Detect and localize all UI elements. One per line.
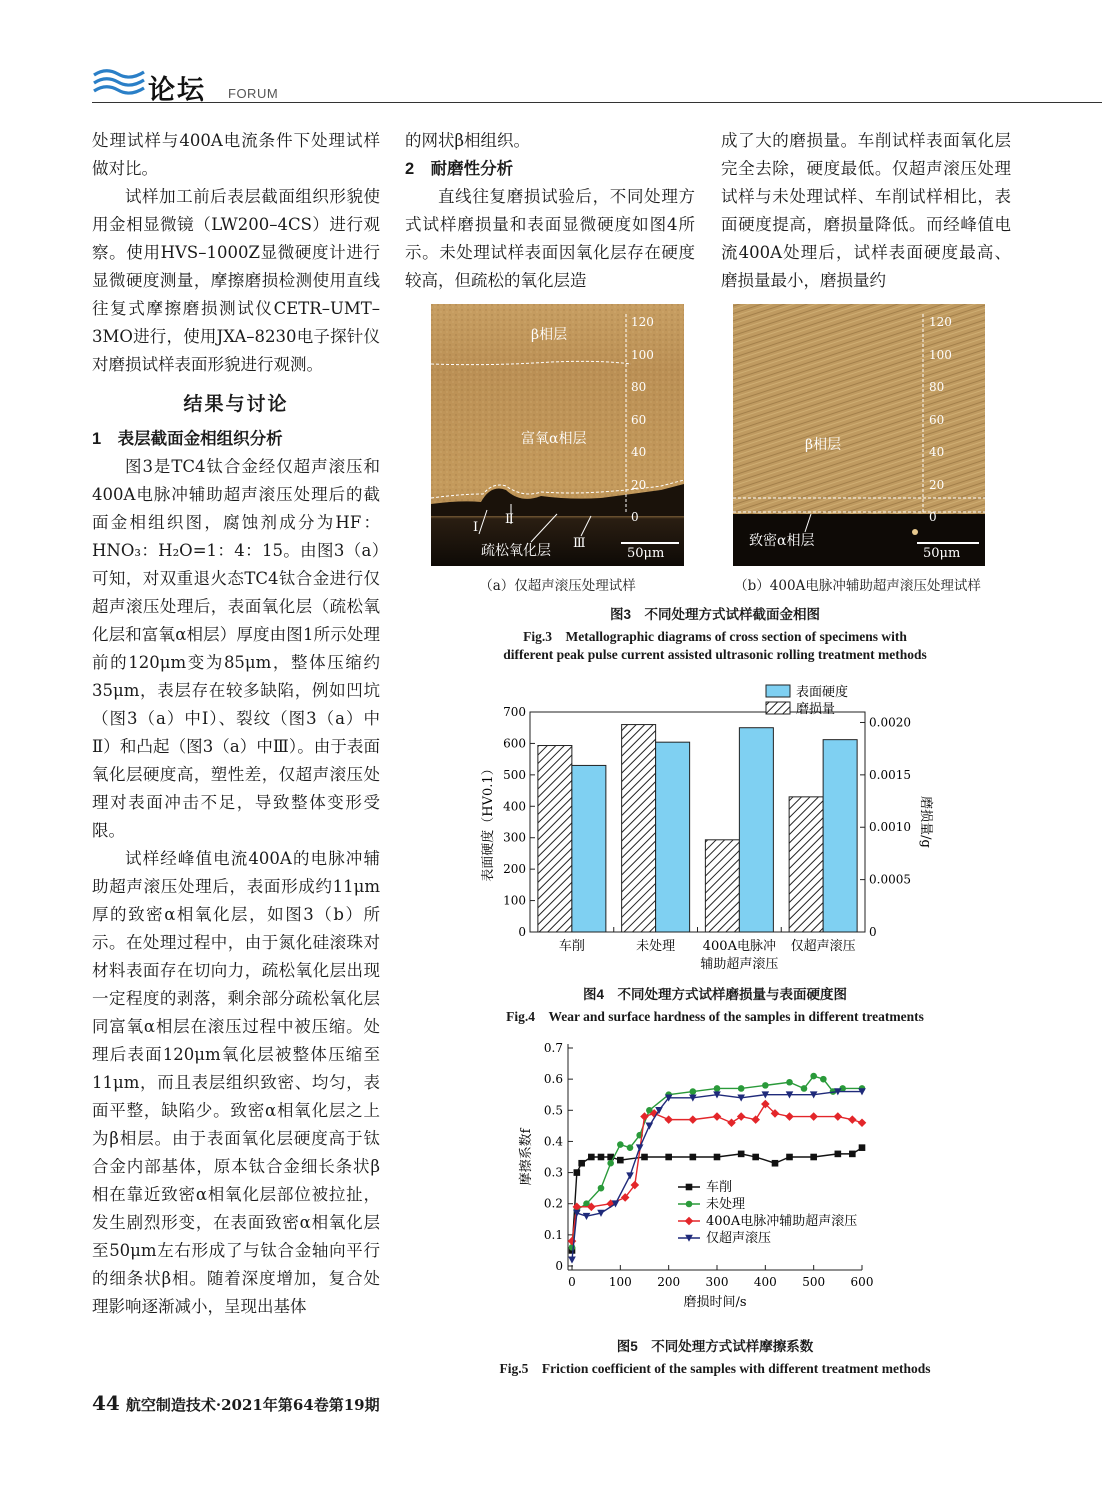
text-column-3	[721, 127, 1011, 295]
legend-label: 未处理	[706, 1197, 746, 1212]
paragraph: 图3是TC4钛合金经仅超声滚压和400A电脉冲辅助超声滚压处理后的截面金相组织图，腐蚀剂成分为HF：HNO₃：H₂O=1：4：15。由图3（a）可知，对双重退火态TC4钛合金进行仅超声滚压处理后，表面氧化层（疏松氧化层和富氧α相层）厚度由图1所示处理前的120μm变为85μm，整体压缩约35μm，表层存在较多缺陷，例如凹坑（图3（a）中Ⅰ）、裂纹（图3（a）中Ⅱ）和凸起（图3（a）中Ⅲ）。由于表面氧化层硬度高，塑性差，仅超声滚压处理对表面冲击不足，导致整体变形受限。	[92, 457, 380, 840]
y-tick-label: 0.3	[543, 1165, 563, 1180]
data-point	[607, 1160, 614, 1167]
legend-label-wear: 磨损量	[796, 702, 836, 717]
legend-label-hardness: 表面硬度	[796, 685, 849, 700]
scale-bar-label: 50μm	[923, 546, 961, 561]
data-point	[727, 1118, 736, 1127]
paragraph: 处理试样与400A电流条件下处理试样做对比。	[92, 131, 380, 178]
wear-bar	[705, 840, 739, 932]
data-point	[820, 1076, 827, 1083]
data-point	[664, 1115, 673, 1124]
paragraph: 直线往复磨损试验后，不同处理方式试样磨损量和表面显微硬度如图4所示。未处理试样表面因氧化层存在硬度较高，但疏松的氧化层造	[405, 187, 695, 290]
data-point	[598, 1185, 605, 1192]
x-category-label: 仅超声滚压	[790, 939, 856, 954]
data-point	[617, 1157, 624, 1164]
data-point	[762, 1082, 769, 1089]
y-axis-label: 摩擦系数f	[519, 1128, 534, 1186]
legend-marker	[685, 1217, 694, 1226]
logo-waves-icon	[92, 66, 146, 98]
figure-4-caption-cn: 图4 不同处理方式试样磨损量与表面硬度图	[582, 987, 847, 1002]
data-point	[772, 1160, 779, 1167]
legend-marker	[686, 1184, 693, 1191]
data-point	[859, 1144, 866, 1151]
legend-label: 400A电脉冲辅助超声滚压	[706, 1214, 858, 1229]
data-point	[848, 1115, 857, 1124]
header-rule	[92, 102, 1102, 103]
y-tick-label: 0.5	[543, 1103, 563, 1118]
x-tick-label: 600	[850, 1275, 874, 1289]
data-point	[786, 1154, 793, 1161]
y-right-tick-label: 0.0015	[869, 767, 911, 782]
y-left-tick-label: 400	[503, 799, 526, 814]
y-left-axis-label: 表面硬度（HV0.1）	[481, 762, 496, 882]
wear-bar	[538, 746, 572, 932]
y-tick-label: 0.6	[543, 1072, 563, 1087]
data-point	[714, 1085, 721, 1092]
data-point	[636, 1144, 644, 1151]
data-point	[849, 1151, 856, 1158]
x-category-label: 未处理	[636, 939, 676, 954]
hardness-bar	[656, 742, 690, 932]
x-category-label: 辅助超声滚压	[700, 957, 779, 972]
wear-bar	[622, 725, 656, 932]
data-point	[713, 1112, 722, 1121]
y-tick-label: 0.1	[543, 1227, 563, 1242]
label-loose-oxide-layer: 疏松氧化层	[481, 543, 551, 559]
data-point	[568, 1256, 576, 1263]
figure-5-caption-cn: 图5 不同处理方式试样摩擦系数	[616, 1339, 814, 1354]
x-category-label: 车削	[558, 939, 585, 954]
y-right-tick-label: 0.0020	[869, 715, 911, 730]
data-point	[714, 1154, 721, 1161]
y-left-tick-label: 200	[503, 862, 526, 877]
data-point	[809, 1112, 818, 1121]
paragraph: 试样加工前后表层截面组织形貌使用金相显微镜（LW200–4CS）进行观察。使用HVS–1000Z显微硬度计进行显微硬度测量，摩擦磨损检测使用直线往复式摩擦磨损测试仪CETR–UMT–3MO进行，使用JXA–8230电子探针仪对磨损试样表面形貌进行观测。	[92, 187, 380, 374]
y-right-tick-label: 0.0005	[869, 872, 911, 887]
data-point	[810, 1073, 817, 1080]
data-point	[627, 1144, 634, 1151]
legend-label: 仅超声滚压	[706, 1231, 772, 1246]
data-point	[588, 1154, 595, 1161]
data-point	[598, 1154, 605, 1161]
subsection-heading: 1 表层截面金相组织分析	[92, 430, 283, 448]
data-point	[858, 1118, 867, 1127]
data-point	[646, 1123, 654, 1130]
data-point	[738, 1085, 745, 1092]
x-category-label: 400A电脉冲	[702, 939, 776, 954]
data-point	[690, 1088, 697, 1095]
data-point	[752, 1154, 759, 1161]
data-point	[786, 1079, 793, 1086]
x-axis-label: 磨损时间/s	[683, 1295, 747, 1310]
subsection-heading: 2 耐磨性分析	[405, 160, 514, 178]
friction-coefficient-line-chart	[510, 1030, 910, 1330]
x-tick-label: 300	[705, 1275, 729, 1289]
paragraph: 的网状β相组织。	[405, 131, 531, 150]
depth-scale-ticks: 120 100 80 60 40 20 0	[631, 315, 654, 524]
section-heading: 结果与讨论	[183, 394, 289, 415]
wear-hardness-bar-chart	[470, 678, 950, 978]
text-column-1	[92, 127, 380, 1321]
label-defect-III: Ⅲ	[573, 536, 586, 551]
figure-4-caption-en: Fig.4 Wear and surface hardness of the samples in different treatments	[506, 1009, 924, 1024]
figure-5-caption-en: Fig.5 Friction coefficient of the samples with different treatment methods	[499, 1361, 931, 1376]
text-column-2	[405, 127, 695, 295]
wear-bar	[789, 797, 823, 932]
data-point	[574, 1169, 581, 1176]
label-oxygen-rich-alpha-layer: 富氧α相层	[521, 431, 587, 447]
x-tick-label: 0	[568, 1275, 576, 1289]
data-point	[689, 1115, 698, 1124]
legend-swatch-hardness	[766, 685, 790, 697]
x-tick-label: 100	[608, 1275, 632, 1289]
paragraph: 试样经峰值电流400A的电脉冲辅助超声滚压处理后，表面形成约11μm厚的致密α相氧化层，如图3（b）所示。在处理过程中，由于氮化硅滚珠对材料表面存在切向力，疏松氧化层出现一定程度的剥落，剩余部分疏松氧化层同富氧α相层在滚压过程中被压缩。处理后表面120μm氧化层被整体压缩至11μm，而且表层组织致密、均匀，表面平整，缺陷少。致密α相氧化层之上为β相层。由于表面氧化层硬度高于钛合金内部基体，原本钛合金细长条状β相在靠近致密α相氧化层部位被拉扯，发生剧烈形变，在表面致密α相氧化层至50μm左右形成了与钛合金轴向平行的细条状β相。随着深度增加，复合处理影响逐渐减小，呈现出基体	[92, 849, 380, 1316]
figure-3-caption-en-line2: different peak pulse current assisted ultrasonic rolling treatment methods	[503, 647, 927, 662]
hardness-bar	[823, 740, 857, 932]
y-left-tick-label: 100	[503, 893, 526, 908]
depth-scale-ticks: 120 100 80 60 40 20 0	[929, 315, 952, 524]
y-right-tick-label: 0	[869, 925, 877, 939]
data-point	[665, 1154, 672, 1161]
page-footer	[92, 1391, 380, 1415]
y-left-tick-label: 600	[503, 736, 526, 751]
data-point	[810, 1154, 817, 1161]
data-point	[738, 1151, 745, 1158]
hardness-bar	[572, 765, 606, 932]
data-point	[641, 1154, 648, 1161]
data-point	[690, 1154, 697, 1161]
journal-section-subtitle: FORUM	[228, 86, 279, 101]
page-number: 44	[92, 1391, 120, 1415]
figure-3a-caption: （a）仅超声滚压处理试样	[479, 578, 636, 594]
figure-3-caption-en-line1: Fig.3 Metallographic diagrams of cross section of specimens with	[523, 629, 907, 644]
legend-marker	[686, 1201, 693, 1208]
legend-label: 车削	[706, 1180, 733, 1195]
data-point	[617, 1141, 624, 1148]
data-point	[583, 1213, 591, 1220]
figure-3b-caption: （b）400A电脉冲辅助超声滚压处理试样	[734, 578, 981, 594]
legend-swatch-wear	[766, 702, 790, 714]
journal-info: 航空制造技术·2021年第64卷第19期	[125, 1396, 380, 1414]
data-point	[834, 1112, 843, 1121]
label-beta-layer: β相层	[805, 437, 842, 453]
label-dense-alpha-layer: 致密α相层	[749, 533, 815, 549]
x-tick-label: 400	[753, 1275, 777, 1289]
data-point	[626, 1172, 634, 1179]
data-point	[568, 1237, 577, 1246]
hardness-bar	[739, 728, 773, 932]
paragraph: 成了大的磨损量。车削试样表面氧化层完全去除，硬度最低。仅超声滚压处理试样与未处理试样、车削试样相比，表面硬度提高，磨损量降低。而经峰值电流400A处理后，试样表面硬度最高、磨损量最小，磨损量约	[721, 131, 1011, 290]
data-point	[751, 1115, 760, 1124]
figure-3-caption-cn: 图3 不同处理方式试样截面金相图	[609, 607, 820, 622]
y-tick-label: 0.2	[543, 1196, 563, 1211]
y-left-tick-label: 0	[518, 925, 526, 939]
y-right-tick-label: 0.0010	[869, 820, 911, 835]
y-tick-label: 0.7	[543, 1041, 563, 1055]
y-left-tick-label: 700	[503, 705, 526, 719]
micrograph-b	[733, 304, 985, 566]
micrograph-a	[431, 304, 684, 566]
data-point	[801, 1085, 808, 1092]
journal-section-title: 论坛	[148, 75, 206, 106]
data-point	[785, 1112, 794, 1121]
y-tick-label: 0.4	[543, 1134, 563, 1149]
y-tick-label: 0	[555, 1259, 563, 1273]
data-point	[737, 1112, 746, 1121]
label-defect-I: Ⅰ	[473, 520, 479, 535]
scale-bar-label: 50μm	[627, 546, 665, 561]
y-left-tick-label: 300	[503, 830, 526, 845]
x-tick-label: 200	[657, 1275, 681, 1289]
y-left-tick-label: 500	[503, 767, 526, 782]
data-point	[835, 1151, 842, 1158]
y-right-axis-label: 磨损量/g	[918, 796, 933, 848]
data-point	[578, 1160, 585, 1167]
x-tick-label: 500	[802, 1275, 826, 1289]
label-defect-II: Ⅱ	[505, 512, 514, 527]
label-beta-layer: β相层	[531, 327, 568, 343]
